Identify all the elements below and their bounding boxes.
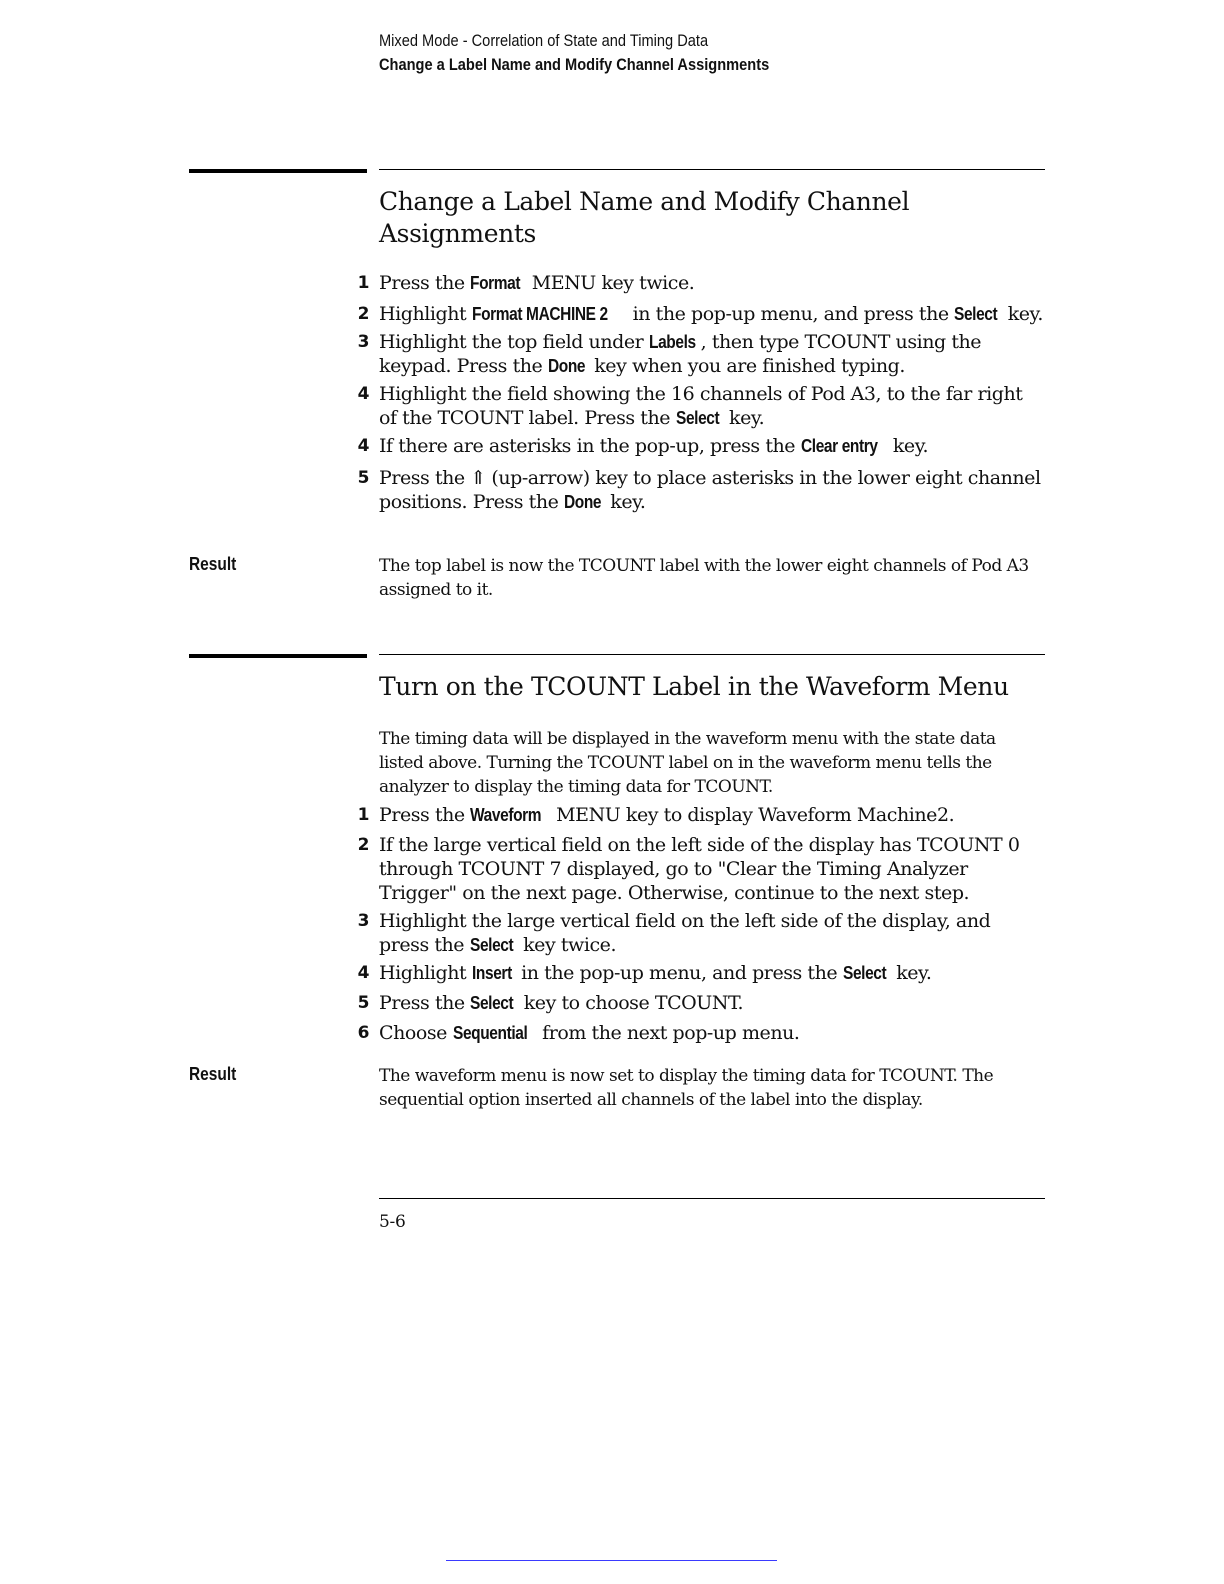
- step-text: key.: [604, 491, 646, 513]
- key-name: Select: [842, 963, 887, 983]
- intro-text: The timing data will be displayed in the waveform menu with the state data listed above. Turning the TCOUNT label on in the waveform menu tells the analyzer to display the timing data for TCOUNT.: [379, 729, 996, 797]
- step-item: [357, 991, 1045, 1015]
- section-title: Turn on the TCOUNT Label in the Waveform Menu: [379, 672, 1009, 701]
- step-text: Press the: [379, 804, 471, 826]
- step-item: [357, 302, 1045, 326]
- step-item: [357, 466, 1045, 514]
- key-name: Clear entry: [800, 436, 878, 456]
- step-number: 2: [357, 304, 369, 324]
- step-number: 3: [357, 332, 369, 352]
- step-text: key.: [890, 962, 932, 984]
- step-text: from the next pop-up menu.: [536, 1022, 800, 1044]
- step-number: 4: [357, 436, 369, 456]
- step-text: key twice.: [517, 934, 617, 956]
- key-name: Done: [564, 492, 602, 512]
- key-name: Format MACHINE 2: [471, 304, 608, 324]
- step-number: 3: [357, 911, 369, 931]
- step-text: key.: [1002, 303, 1043, 325]
- step-item: [357, 833, 1045, 905]
- key-name: Select: [469, 935, 513, 955]
- section-title: Change a Label Name and Modify Channel Assignments: [379, 187, 910, 248]
- step-item: [357, 909, 1045, 957]
- step-list: [357, 803, 1045, 1045]
- step-text: , then type TCOUNT using the keypad. Press the: [379, 331, 982, 377]
- page-number: 5-6: [379, 1212, 406, 1232]
- step-number: 6: [357, 1023, 369, 1043]
- result-text: The waveform menu is now set to display the timing data for TCOUNT. The sequential option inserted all channels of the label into the display.: [379, 1066, 994, 1110]
- step-number: 5: [357, 993, 369, 1013]
- step-text: in the pop-up menu, and press the: [515, 962, 843, 984]
- key-name: Waveform: [470, 805, 542, 825]
- section-divider-thin: [379, 654, 1045, 655]
- key-name: Labels: [648, 332, 696, 352]
- step-number: 5: [357, 468, 369, 488]
- step-item: [357, 803, 1045, 827]
- step-text: in the pop-up menu, and press the: [627, 303, 955, 325]
- step-item: [357, 271, 1045, 295]
- key-name: Insert: [471, 963, 512, 983]
- key-name: Format: [470, 273, 521, 293]
- step-text: key.: [887, 435, 929, 457]
- step-number: 4: [357, 963, 369, 983]
- step-text: If there are asterisks in the pop-up, press the: [379, 435, 801, 457]
- step-text: If the large vertical field on the left side of the display has TCOUNT 0 through TCOUNT 7 displayed, go to "Clear the Timing Analyzer Trigger" on the next page. Otherwise, continue to the next step.: [379, 834, 1020, 904]
- step-number: 4: [357, 384, 369, 404]
- result-text: The top label is now the TCOUNT label with the lower eight channels of Pod A3 assigned to it.: [379, 556, 1029, 600]
- result-label: Result: [189, 1064, 237, 1084]
- step-text: Press the: [379, 272, 471, 294]
- step-number: 1: [357, 805, 369, 825]
- key-name: Select: [675, 408, 719, 428]
- step-text: Choose: [379, 1022, 453, 1044]
- step-item: [357, 330, 1045, 378]
- step-number: 1: [357, 273, 369, 293]
- step-text: Press the: [379, 992, 471, 1014]
- step-text: Highlight the field showing the 16 channels of Pod A3, to the far right of the TCOUNT label. Press the: [379, 383, 1023, 429]
- section-divider-thick: [189, 169, 367, 173]
- running-header-section: Change a Label Name and Modify Channel Assignments: [379, 55, 770, 74]
- footer-link-underline[interactable]: [446, 1560, 777, 1561]
- footer-rule: [379, 1198, 1045, 1199]
- step-item: [357, 961, 1045, 985]
- step-text: Highlight: [379, 303, 472, 325]
- step-text: Highlight the top field under: [379, 331, 649, 353]
- step-text: Press the ⇑ (up-arrow) key to place asterisks in the lower eight channel positions. Press the: [379, 467, 1041, 513]
- step-item: [357, 1021, 1045, 1045]
- result-label: Result: [189, 554, 237, 574]
- key-name: Select: [470, 993, 514, 1013]
- step-text: Highlight: [379, 962, 472, 984]
- step-text: key.: [723, 407, 765, 429]
- step-text: MENU key to display Waveform Machine2.: [550, 804, 955, 826]
- key-name: Done: [547, 356, 586, 376]
- step-item: [357, 382, 1045, 430]
- step-text: MENU key twice.: [526, 272, 695, 294]
- section-divider-thick: [189, 654, 367, 658]
- key-name: Select: [954, 304, 998, 324]
- step-text: key to choose TCOUNT.: [518, 992, 744, 1014]
- step-text: Highlight the large vertical field on the left side of the display, and press the: [379, 910, 991, 956]
- running-header-chapter: Mixed Mode - Correlation of State and Timing Data: [379, 31, 709, 50]
- step-list: [357, 271, 1045, 514]
- step-text: key when you are finished typing.: [588, 355, 905, 377]
- step-item: [357, 434, 1045, 458]
- section-divider-thin: [379, 169, 1045, 170]
- step-number: 2: [357, 835, 369, 855]
- key-name: Sequential: [452, 1023, 527, 1043]
